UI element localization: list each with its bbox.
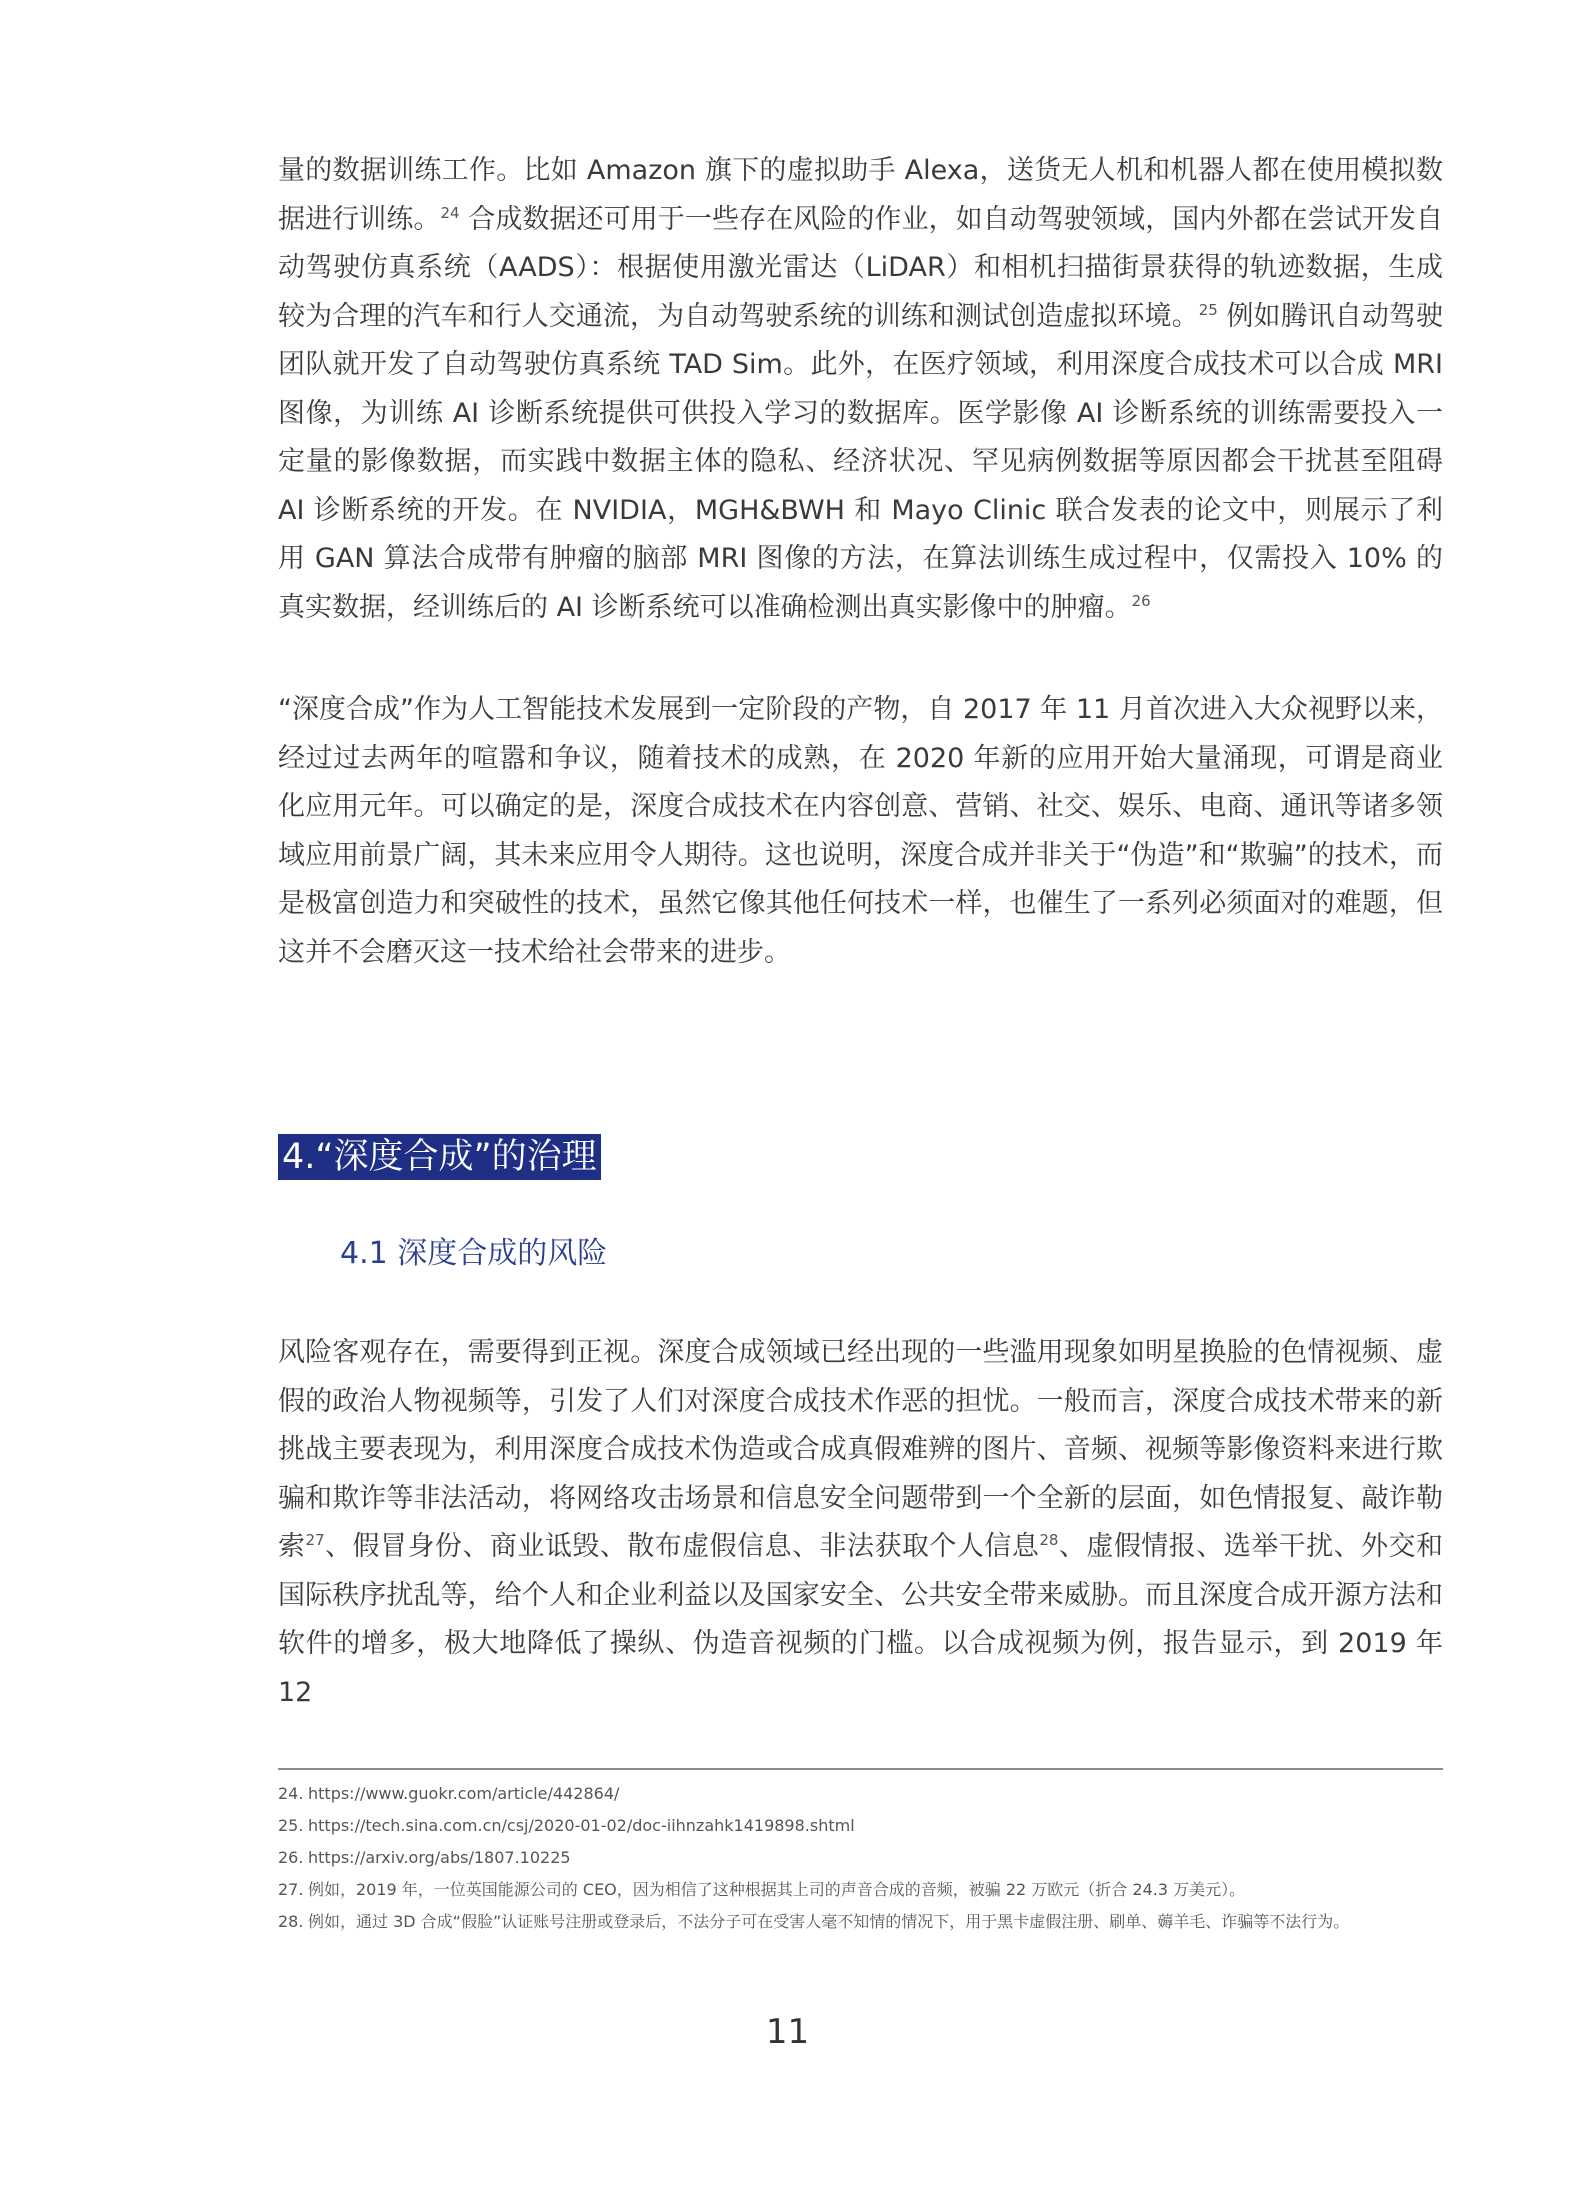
footnote-number: 24. (278, 1784, 304, 1803)
paragraph-text: 风险客观存在，需要得到正视。深度合成领域已经出现的一些滥用现象如明星换脸的色情视频、虚假的政治人物视频等，引发了人们对深度合成技术作恶的担忧。一般而言，深度合成技术带来的新挑战主要表现为，利用深度合成技术伪造或合成真假难辨的图片、音频、视频等影像资料来进行欺骗和欺诈等非法活动，将网络攻击场景和信息安全问题带到一个全新的层面，如色情报复、敲诈勒索 (278, 1337, 1443, 1562)
footnote-number: 25. (278, 1816, 304, 1835)
footnote-number: 28. (278, 1912, 304, 1931)
paragraph-text: 量的数据训练工作。比如 Amazon 旗下的虚拟助手 Alexa，送货无人机和机器人都在使用模拟数据进行训练。 (278, 155, 1443, 235)
subsection-heading: 4.1 深度合成的风险 (340, 1236, 608, 1271)
footnote-ref-26[interactable]: 26 (1131, 591, 1151, 610)
footnote-number: 26. (278, 1848, 304, 1867)
paragraph-text: 、假冒身份、商业诋毁、散布虚假信息、非法获取个人信息 (324, 1531, 1040, 1562)
footnote-text: 例如，通过 3D 合成“假脸”认证账号注册或登录后，不法分子可在受害人毫不知情的情况下，用于黑卡虚假注册、刷单、薅羊毛、诈骗等不法行为。 (308, 1912, 1350, 1931)
footnote-link[interactable]: https://arxiv.org/abs/1807.10225 (308, 1848, 571, 1867)
footnote-ref-25[interactable]: 25 (1198, 300, 1218, 319)
body-paragraph-3 (278, 1329, 1443, 1717)
footnote-link[interactable]: https://tech.sina.com.cn/csj/2020-01-02/doc-iihnzahk1419898.shtml (308, 1816, 855, 1835)
paragraph-text: 例如腾讯自动驾驶团队就开发了自动驾驶仿真系统 TAD Sim。此外，在医疗领域，利用深度合成技术可以合成 MRI 图像，为训练 AI 诊断系统提供可供投入学习的数据库。医学影像 AI 诊断系统的训练需要投入一定量的影像数据，而实践中数据主体的隐私、经济状况、罕见病例数据等原因都会干扰甚至阻碍 AI 诊断系统的开发。在 NVIDIA，MGH&BWH 和 Mayo Clinic 联合发表的论文中，则展示了利用 GAN 算法合成带有肿瘤的脑部 MRI 图像的方法，在算法训练生成过程中，仅需投入 10% 的真实数据，经训练后的 AI 诊断系统可以准确检测出真实影像中的肿瘤。 (278, 300, 1443, 623)
footnote-item (278, 1874, 1458, 1906)
footnote-ref-27[interactable]: 27 (305, 1531, 325, 1549)
footnote-item (278, 1842, 1458, 1874)
page-number: 11 (765, 2012, 810, 2052)
footnote-item (278, 1778, 1458, 1810)
footnote-item (278, 1906, 1458, 1938)
footnote-number: 27. (278, 1880, 304, 1899)
footnote-divider (278, 1768, 1443, 1770)
body-paragraph-1 (278, 147, 1443, 632)
footnote-list (278, 1778, 1458, 1938)
footnote-link[interactable]: https://www.guokr.com/article/442864/ (308, 1784, 620, 1803)
footnote-ref-24[interactable]: 24 (440, 203, 460, 222)
footnote-text: 例如，2019 年，一位英国能源公司的 CEO，因为相信了这种根据其上司的声音合成的音频，被骗 22 万欧元（折合 24.3 万美元）。 (308, 1880, 1246, 1899)
footnote-item (278, 1810, 1458, 1842)
paragraph-text: 合成数据还可用于一些存在风险的作业，如自动驾驶领域，国内外都在尝试开发自动驾驶仿真系统（AADS）：根据使用激光雷达（LiDAR）和相机扫描街景获得的轨迹数据，生成较为合理的汽车和行人交通流，为自动驾驶系统的训练和测试创造虚拟环境。 (278, 203, 1443, 332)
body-paragraph-2: “深度合成”作为人工智能技术发展到一定阶段的产物，自 2017 年 11 月首次进入大众视野以来，经过过去两年的喧嚣和争议，随着技术的成熟，在 2020 年新的应用开始大量涌现，可谓是商业化应用元年。可以确定的是，深度合成技术在内容创意、营销、社交、娱乐、电商、通讯等诸多领域应用前景广阔，其未来应用令人期待。这也说明，深度合成并非关于“伪造”和“欺骗”的技术，而是极富创造力和突破性的技术，虽然它像其他任何技术一样，也催生了一系列必须面对的难题，但这并不会磨灭这一技术给社会带来的进步。 (278, 694, 1443, 968)
footnote-ref-28[interactable]: 28 (1039, 1531, 1059, 1549)
paragraph-text: 、虚假情报、选举干扰、外交和国际秩序扰乱等，给个人和企业利益以及国家安全、公共安全带来威胁。而且深度合成开源方法和软件的增多，极大地降低了操纵、伪造音视频的门槛。以合成视频为例，报告显示，到 2019 年 12 (278, 1531, 1444, 1708)
section-heading: 4.“深度合成”的治理 (278, 1134, 601, 1180)
